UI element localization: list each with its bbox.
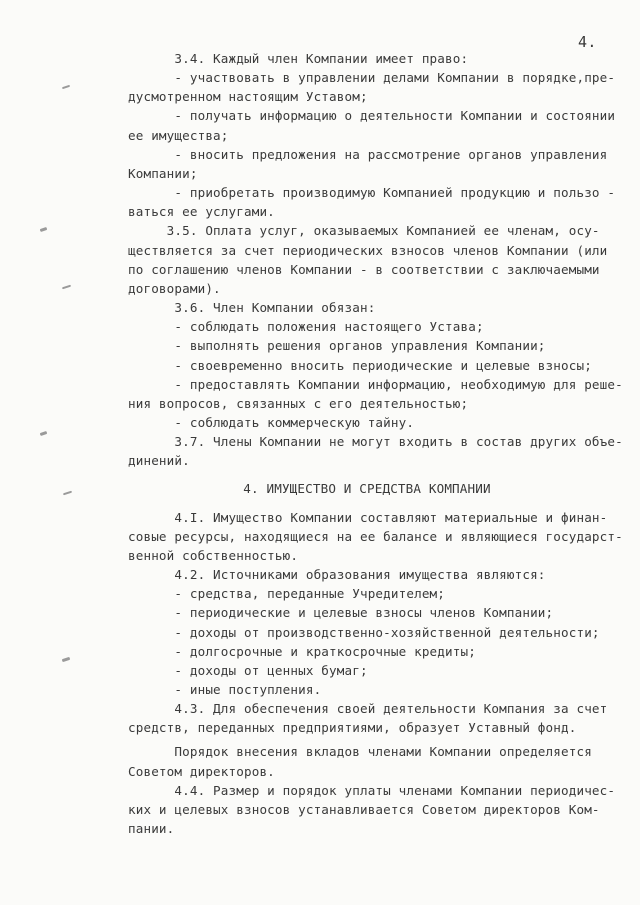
scan-mark: [63, 491, 72, 496]
text-line: - доходы от производственно-хозяйственной деятельности;: [128, 624, 600, 640]
text-line: - долгосрочные и краткосрочные кредиты;: [128, 643, 476, 659]
text-line: - соблюдать положения настоящего Устава;: [128, 319, 484, 335]
text-line: 4.I. Имущество Компании составляют материальные и финан-: [128, 509, 608, 525]
text-line: - получать информацию о деятельности Компании и состоянии: [128, 108, 616, 124]
page-number: 4.: [578, 33, 597, 51]
text-line: по соглашению членов Компании - в соответствии с заключаемыми: [128, 261, 600, 277]
text-line: 3.7. Члены Компании не могут входить в состав других объе-: [128, 434, 623, 450]
text-line: - доходы от ценных бумаг;: [128, 662, 368, 678]
text-line: - участвовать в управлении делами Компании в порядке,пре-: [128, 70, 616, 86]
text-line: 3.6. Член Компании обязан:: [128, 300, 376, 316]
scan-mark: [62, 285, 71, 290]
text-line: Компании;: [128, 165, 198, 181]
text-line: 4.2. Источниками образования имущества являются:: [128, 567, 546, 583]
text-line: - средства, переданные Учредителем;: [128, 586, 446, 602]
text-line: - периодические и целевые взносы членов Компании;: [128, 605, 554, 621]
text-line: 3.4. Каждый член Компании имеет право:: [128, 51, 469, 66]
text-line: 4.3. Для обеспечения своей деятельности Компания за счет: [128, 701, 608, 717]
text-line: 3.5. Оплата услуг, оказываемых Компанией ее членам, осу-: [128, 223, 600, 239]
section-heading: 4. ИМУЩЕСТВО И СРЕДСТВА КОМПАНИИ: [243, 481, 491, 497]
text-line: динений.: [128, 453, 190, 469]
scan-mark: [62, 657, 71, 662]
scan-mark: [40, 431, 48, 436]
text-line: 4.4. Размер и порядок уплаты членами Компании периодичес-: [128, 782, 616, 798]
text-line: - своевременно вносить периодические и целевые взносы;: [128, 357, 592, 373]
text-line: Советом директоров.: [128, 763, 275, 779]
scan-mark: [62, 85, 70, 89]
text-line: пании.: [128, 821, 175, 837]
text-line: - вносить предложения на рассмотрение органов управления: [128, 146, 608, 162]
text-line: ния вопросов, связанных с его деятельностью;: [128, 395, 469, 411]
text-line: ких и целевых взносов устанавливается Советом директоров Ком-: [128, 801, 600, 817]
text-line: - предоставлять Компании информацию, необходимую для реше-: [128, 376, 623, 392]
text-line: договорами).: [128, 280, 221, 296]
document-body: [128, 49, 623, 838]
text-line: ваться ее услугами.: [128, 204, 275, 220]
scan-mark: [40, 227, 48, 232]
text-line: Порядок внесения вкладов членами Компании определяется: [128, 744, 592, 760]
text-line: - соблюдать коммерческую тайну.: [128, 414, 415, 430]
text-line: дусмотренном настоящим Уставом;: [128, 89, 368, 105]
text-line: ществляется за счет периодических взносов членов Компании (или: [128, 242, 608, 258]
text-line: ее имущества;: [128, 127, 229, 143]
text-line: - иные поступления.: [128, 682, 322, 697]
text-line: венной собственностью.: [128, 547, 299, 563]
text-line: - выполнять решения органов управления Компании;: [128, 338, 546, 354]
text-line: - приобретать производимую Компанией продукцию и пользо -: [128, 185, 616, 201]
text-line: совые ресурсы, находящиеся на ее балансе и являющиеся государст-: [128, 528, 623, 544]
text-line: средств, переданных предприятиями, образует Уставный фонд.: [128, 720, 577, 736]
